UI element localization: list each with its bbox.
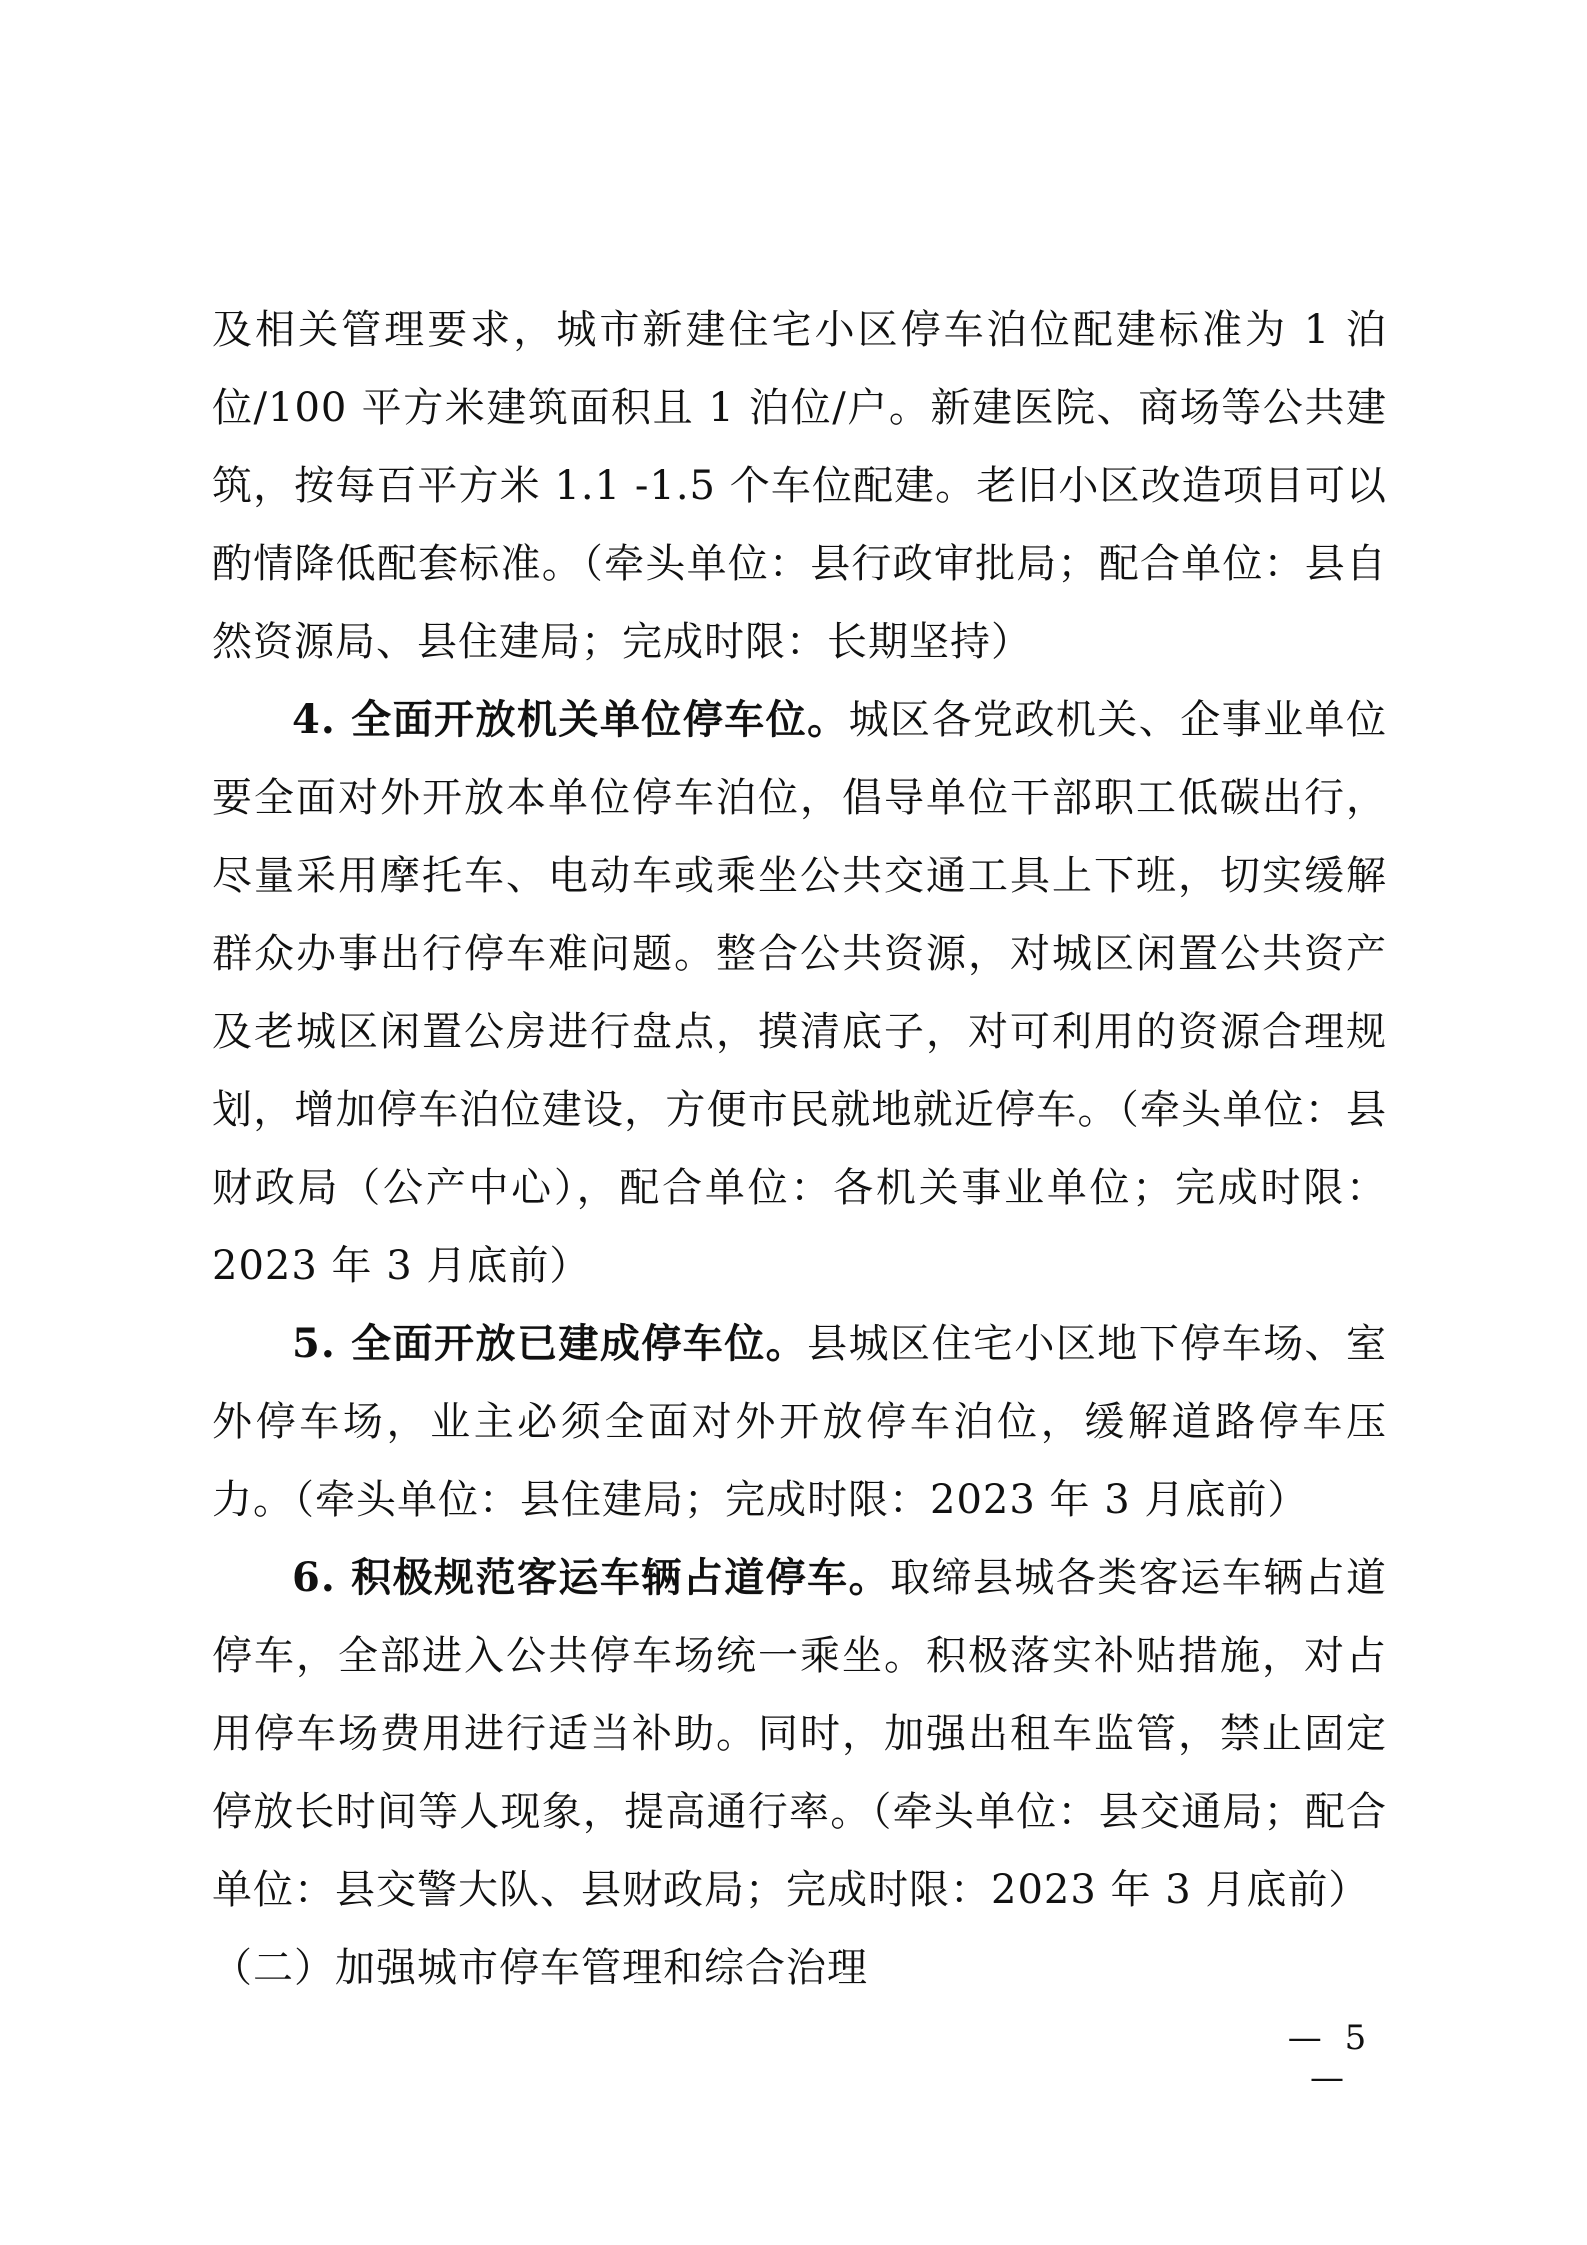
paragraph-item-4: [212, 681, 1387, 1305]
paragraph-text: 及相关管理要求，城市新建住宅小区停车泊位配建标准为 1 泊位/100 平方米建筑面积且 1 泊位/户。新建医院、商场等公共建筑，按每百平方米 1.1 -1.5 个车位配建。老旧小区改造项目可以酌情降低配套标准。（牵头单位：县行政审批局；配合单位：县自然资源局、县住建局；完成时限：长期坚持）: [212, 307, 1387, 665]
paragraph-item-5: [212, 1305, 1387, 1539]
item-heading: 5. 全面开放已建成停车位。: [292, 1320, 808, 1367]
paragraph-continuation: [212, 291, 1387, 681]
item-heading: 6. 积极规范客运车辆占道停车。: [292, 1554, 891, 1601]
paragraph-text: 城区各党政机关、企事业单位要全面对外开放本单位停车泊位，倡导单位干部职工低碳出行，尽量采用摩托车、电动车或乘坐公共交通工具上下班，切实缓解群众办事出行停车难问题。整合公共资源，对城区闲置公共资产及老城区闲置公房进行盘点，摸清底子，对可利用的资源合理规划，增加停车泊位建设，方便市民就地就近停车。（牵头单位：县财政局（公产中心），配合单位：各机关事业单位；完成时限：2023 年 3 月底前）: [212, 697, 1388, 1289]
page-number: — 5 —: [1287, 2018, 1373, 2098]
document-body: [212, 291, 1387, 2007]
paragraph-text: 取缔县城各类客运车辆占道停车，全部进入公共停车场统一乘坐。积极落实补贴措施，对占用停车场费用进行适当补助。同时，加强出租车监管，禁止固定停放长时间等人现象，提高通行率。（牵头单位：县交通局；配合单位：县交警大队、县财政局；完成时限：2023 年 3 月底前）: [212, 1555, 1388, 1913]
paragraph-text: 县城区住宅小区地下停车场、室外停车场，业主必须全面对外开放停车泊位，缓解道路停车压力。（牵头单位：县住建局；完成时限：2023 年 3 月底前）: [212, 1321, 1388, 1523]
paragraph-item-6: [212, 1539, 1387, 1929]
item-heading: 4. 全面开放机关单位停车位。: [292, 696, 849, 743]
section-heading: （二）加强城市停车管理和综合治理: [212, 1945, 868, 1991]
